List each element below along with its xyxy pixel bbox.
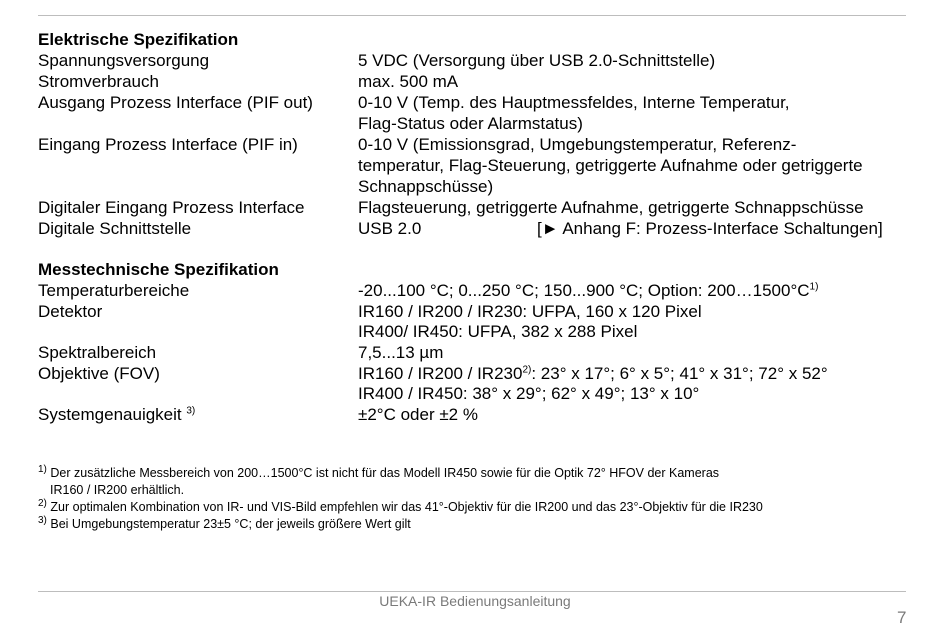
spec-label-power: Stromverbrauch (38, 72, 159, 91)
spec-value-pif-in-line3: Schnappschüsse) (358, 177, 494, 196)
lens-fov-text: : 23° x 17°; 6° x 5°; 41° x 31°; 72° x 52° (531, 364, 828, 383)
footnote-1-mark: 1) (38, 463, 47, 475)
accuracy-label-text: Systemgenauigkeit (38, 405, 182, 424)
footnote-3 (38, 516, 411, 532)
spec-value-detector-line2: IR400/ IR450: UFPA, 382 x 288 Pixel (358, 322, 638, 341)
footnote-2-text: Zur optimalen Kombination von IR- und VIS-Bild empfehlen wir das 41°-Objektiv für die IR200 und das 23°-Objektiv für die IR230 (50, 500, 763, 514)
footnote-ref-1: 1) (809, 281, 819, 293)
spec-label-digital-input: Digitaler Eingang Prozess Interface (38, 198, 305, 217)
lens-models-text: IR160 / IR200 / IR230 (358, 364, 523, 383)
spec-label-supply: Spannungsversorgung (38, 51, 210, 70)
footnote-1-text: Der zusätzliche Messbereich von 200…1500°C ist nicht für das Modell IR450 sowie für die Optik 72° HFOV der Kameras (50, 466, 720, 480)
document-footer-title: UEKA-IR Bedienungsanleitung (379, 593, 571, 609)
spec-value-supply: 5 VDC (Versorgung über USB 2.0-Schnittstelle) (358, 51, 716, 70)
spec-label-digital-interface: Digitale Schnittstelle (38, 219, 192, 238)
spec-value-spectral: 7,5...13 µm (358, 343, 444, 362)
top-rule (38, 15, 906, 16)
spec-value-digital-interface: USB 2.0 (358, 219, 422, 238)
appendix-reference: [► Anhang F: Prozess-Interface Schaltungen] (537, 219, 883, 238)
spec-value-pif-in-line2: temperatur, Flag-Steuerung, getriggerte Aufnahme oder getriggerte (358, 156, 863, 175)
spec-label-pif-in: Eingang Prozess Interface (PIF in) (38, 135, 298, 154)
electrical-heading: Elektrische Spezifikation (38, 30, 239, 49)
page-number: 7 (897, 608, 907, 627)
spec-value-lens-line2: IR400 / IR450: 38° x 29°; 62° x 49°; 13° x 10° (358, 384, 700, 403)
spec-label-temp-range: Temperaturbereiche (38, 281, 190, 300)
spec-value-pif-in-line1: 0-10 V (Emissionsgrad, Umgebungstemperatur, Referenz- (358, 135, 797, 154)
spec-value-detector-line1: IR160 / IR200 / IR230: UFPA, 160 x 120 Pixel (358, 302, 702, 321)
spec-label-lens: Objektive (FOV) (38, 364, 160, 383)
spec-label-pif-out: Ausgang Prozess Interface (PIF out) (38, 93, 313, 112)
spec-value-pif-out-line2: Flag-Status oder Alarmstatus) (358, 114, 583, 133)
footnote-ref-3: 3) (186, 405, 196, 417)
measurement-heading: Messtechnische Spezifikation (38, 260, 279, 279)
footnote-3-mark: 3) (38, 514, 47, 526)
temp-range-text: -20...100 °C; 0...250 °C; 150...900 °C; Option: 200…1500°C (358, 281, 810, 300)
footnote-2-mark: 2) (38, 497, 47, 509)
spec-label-detector: Detektor (38, 302, 103, 321)
footnote-1-continued: IR160 / IR200 erhältlich. (50, 483, 185, 497)
footnote-1 (38, 465, 719, 481)
spec-value-power: max. 500 mA (358, 72, 459, 91)
spec-value-accuracy: ±2°C oder ±2 % (358, 405, 478, 424)
spec-value-lens-line1 (358, 364, 828, 384)
spec-label-spectral: Spektralbereich (38, 343, 157, 362)
spec-value-pif-out-line1: 0-10 V (Temp. des Hauptmessfeldes, Interne Temperatur, (358, 93, 790, 112)
spec-value-temp-range (358, 281, 818, 301)
footnote-3-text: Bei Umgebungstemperatur 23±5 °C; der jeweils größere Wert gilt (50, 517, 411, 531)
footnote-2 (38, 499, 763, 515)
footnote-ref-2: 2) (522, 364, 532, 376)
spec-label-accuracy (38, 405, 195, 425)
spec-value-digital-input: Flagsteuerung, getriggerte Aufnahme, getriggerte Schnappschüsse (358, 198, 864, 217)
bottom-rule (38, 591, 906, 592)
